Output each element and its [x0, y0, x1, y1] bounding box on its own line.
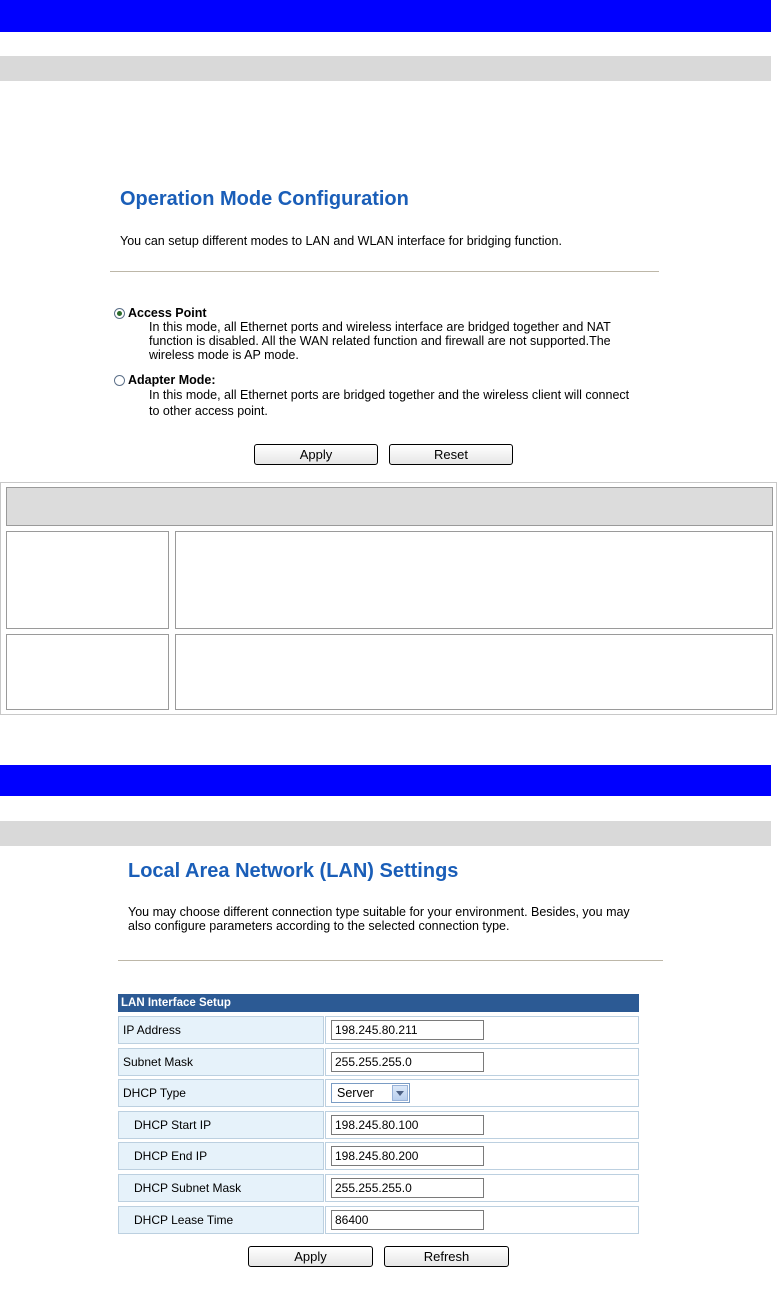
table-row-1-label-cell — [6, 531, 169, 629]
op-mode-title: Operation Mode Configuration — [120, 188, 409, 210]
table-row-2-label-cell — [6, 634, 169, 710]
dhcp-type-selected-value: Server — [337, 1086, 374, 1100]
chevron-down-icon[interactable] — [392, 1085, 408, 1101]
dhcp-end-ip-cell — [325, 1142, 639, 1170]
table-header-cell — [6, 487, 773, 526]
subnet-mask-label: Subnet Mask — [118, 1048, 324, 1076]
ip-address-label: IP Address — [118, 1016, 324, 1044]
dhcp-start-ip-label: DHCP Start IP — [118, 1111, 324, 1139]
access-point-label[interactable]: Access Point — [128, 306, 207, 320]
adapter-mode-label[interactable]: Adapter Mode: — [128, 373, 216, 387]
table-row-2-desc-cell — [175, 634, 773, 710]
access-point-radio[interactable] — [114, 308, 125, 319]
lan-refresh-button[interactable]: Refresh — [384, 1246, 509, 1267]
dhcp-end-ip-label: DHCP End IP — [118, 1142, 324, 1170]
settings-description-table — [0, 482, 777, 715]
mid-grey-banner — [0, 821, 771, 846]
dhcp-subnet-mask-input[interactable]: 255.255.255.0 — [331, 1178, 484, 1198]
radio-selected-dot — [117, 311, 122, 316]
lan-settings-title: Local Area Network (LAN) Settings — [128, 860, 459, 882]
adapter-mode-desc-line-1: In this mode, all Ethernet ports are bridged together and the wireless client will connect — [149, 388, 630, 402]
dhcp-start-ip-input[interactable]: 198.245.80.100 — [331, 1115, 484, 1135]
op-mode-divider — [110, 271, 659, 272]
adapter-mode-radio[interactable] — [114, 375, 125, 386]
top-grey-banner — [0, 56, 771, 81]
dhcp-end-ip-input[interactable]: 198.245.80.200 — [331, 1146, 484, 1166]
dhcp-type-select[interactable] — [331, 1083, 410, 1103]
ip-address-input[interactable]: 198.245.80.211 — [331, 1020, 484, 1040]
mid-blue-banner — [0, 765, 771, 796]
lan-apply-button[interactable]: Apply — [248, 1246, 373, 1267]
subnet-mask-cell — [325, 1048, 639, 1076]
lan-desc-line-2: also configure parameters according to the selected connection type. — [128, 919, 510, 933]
dhcp-subnet-mask-label: DHCP Subnet Mask — [118, 1174, 324, 1202]
access-point-desc-line-1: In this mode, all Ethernet ports and wireless interface are bridged together and NAT — [149, 320, 611, 334]
access-point-desc-line-2: function is disabled. All the WAN related function and firewall are not supported.The — [149, 334, 611, 348]
ip-address-cell — [325, 1016, 639, 1044]
dhcp-lease-time-input[interactable]: 86400 — [331, 1210, 484, 1230]
adapter-mode-desc-line-2: to other access point. — [149, 404, 268, 418]
lan-interface-setup-header: LAN Interface Setup — [118, 994, 639, 1012]
dhcp-type-cell — [325, 1079, 639, 1107]
table-row-1-desc-cell — [175, 531, 773, 629]
lan-desc-line-1: You may choose different connection type suitable for your environment. Besides, you may — [128, 905, 630, 919]
subnet-mask-input[interactable]: 255.255.255.0 — [331, 1052, 484, 1072]
dhcp-type-label: DHCP Type — [118, 1079, 324, 1107]
top-blue-banner — [0, 0, 771, 32]
op-mode-apply-button[interactable]: Apply — [254, 444, 378, 465]
op-mode-reset-button[interactable]: Reset — [389, 444, 513, 465]
dhcp-lease-time-cell — [325, 1206, 639, 1234]
lan-divider — [118, 960, 663, 961]
dhcp-subnet-mask-cell — [325, 1174, 639, 1202]
dhcp-start-ip-cell — [325, 1111, 639, 1139]
op-mode-description: You can setup different modes to LAN and WLAN interface for bridging function. — [120, 234, 562, 248]
access-point-desc-line-3: wireless mode is AP mode. — [149, 348, 299, 362]
dhcp-lease-time-label: DHCP Lease Time — [118, 1206, 324, 1234]
